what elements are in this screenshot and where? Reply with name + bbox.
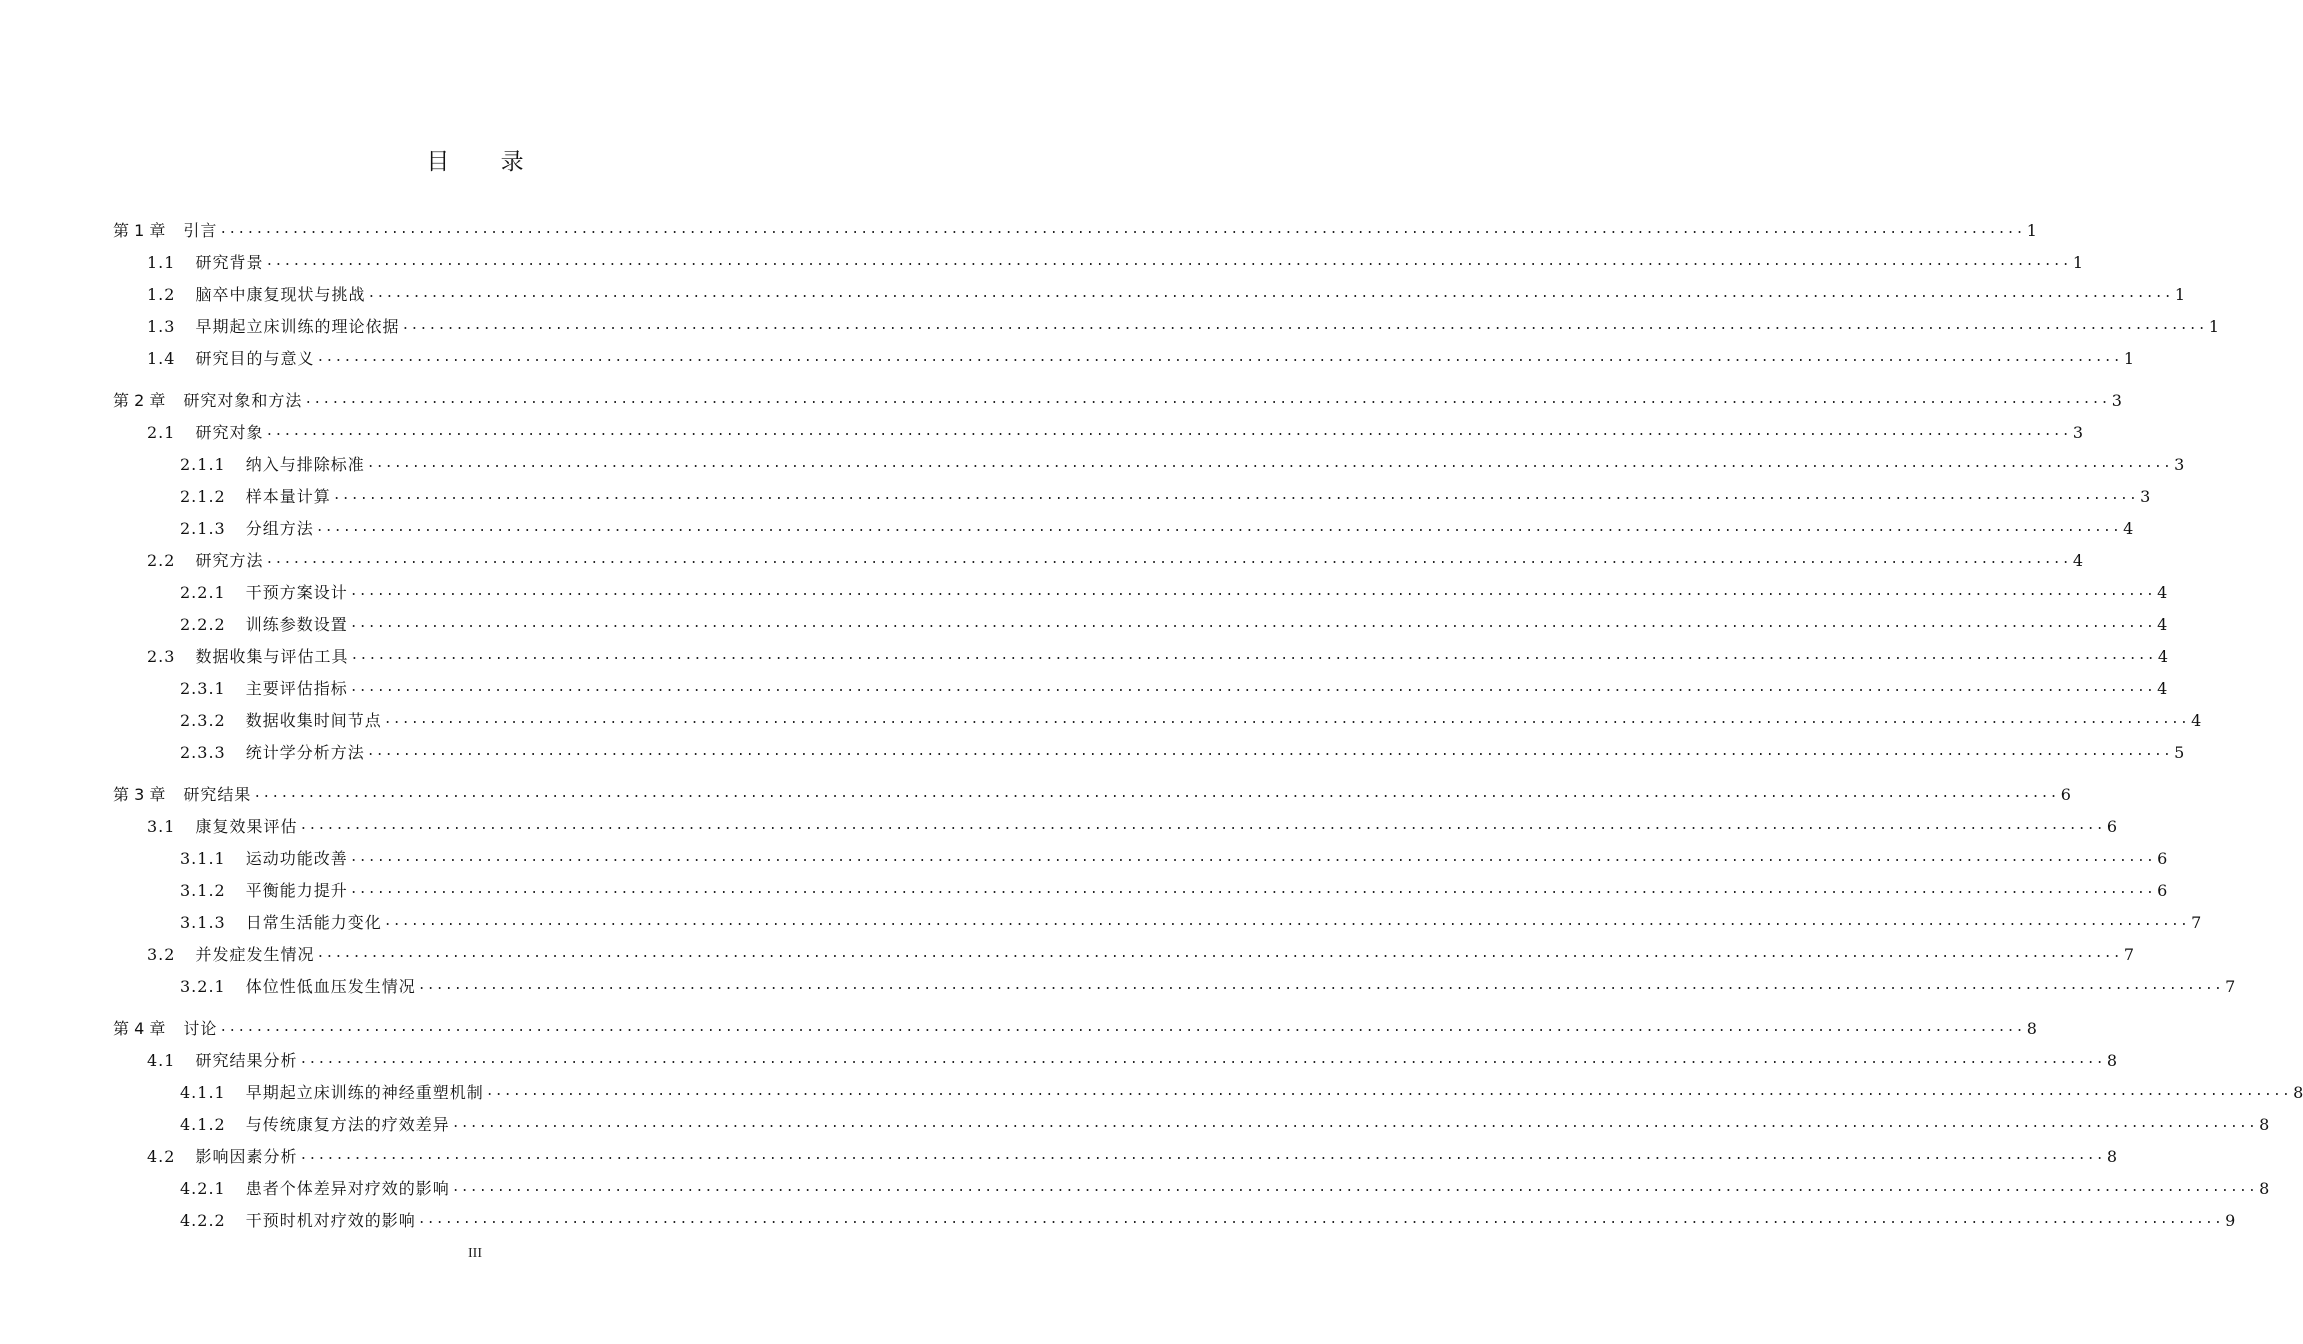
toc-entry-page: 5 — [2174, 743, 2185, 762]
toc-entry[interactable] — [180, 1073, 2303, 1103]
toc-entry-number: 2.3.3 — [180, 743, 226, 762]
toc-entry-title: 干预时机对疗效的影响 — [245, 1211, 416, 1230]
toc-entry-number: 4.2 — [147, 1147, 176, 1166]
toc-entry-page: 1 — [2123, 349, 2134, 368]
toc-entry[interactable] — [180, 509, 2134, 539]
toc-entry-title: 主要评估指标 — [245, 679, 348, 698]
toc-dot-leader: ........................................................................................................................................................................................................ — [417, 978, 2224, 993]
toc-dot-leader: ........................................................................................................................................................................................................ — [451, 1180, 2258, 1195]
toc-entry-title: 脑卒中康复现状与挑战 — [195, 285, 366, 304]
toc-entry-title: 研究对象 — [195, 423, 264, 442]
toc-dot-leader: ........................................................................................................................................................................................................ — [265, 424, 2071, 439]
toc-entry-number: 2.1.3 — [180, 519, 226, 538]
toc-entry-title: 运动功能改善 — [245, 849, 348, 868]
toc-dot-leader: ........................................................................................................................................................................................................ — [304, 392, 2110, 407]
toc-entry[interactable] — [180, 701, 2202, 731]
toc-entry[interactable] — [180, 903, 2202, 933]
toc-entry-title: 讨论 — [183, 1019, 218, 1038]
toc-entry-number: 4.2.1 — [180, 1179, 226, 1198]
toc-entry-number: 2.2.1 — [180, 583, 226, 602]
toc-entry-number: 第 1 章 — [113, 221, 166, 240]
toc-entry-number: 2.2 — [147, 551, 176, 570]
toc-dot-leader: ........................................................................................................................................................................................................ — [315, 520, 2122, 535]
toc-entry-page: 4 — [2157, 679, 2168, 698]
toc-dot-leader: ........................................................................................................................................................................................................ — [299, 818, 2105, 833]
toc-entry-title: 研究对象和方法 — [183, 391, 303, 410]
toc-entry-page: 1 — [2174, 285, 2185, 304]
toc-dot-leader: ........................................................................................................................................................................................................ — [219, 222, 2025, 237]
toc-entry-title: 研究背景 — [195, 253, 264, 272]
toc-entry-number: 1.2 — [147, 285, 176, 304]
toc-entry-number: 3.1.1 — [180, 849, 226, 868]
toc-entry[interactable] — [147, 637, 2168, 667]
toc-dot-leader: ........................................................................................................................................................................................................ — [299, 1148, 2105, 1163]
toc-entry-number: 第 2 章 — [113, 391, 166, 410]
toc-entry-title: 研究方法 — [195, 551, 264, 570]
toc-entry[interactable] — [147, 935, 2134, 965]
toc-entry[interactable] — [147, 413, 2083, 443]
toc-entry-number: 2.1 — [147, 423, 176, 442]
toc-dot-leader: ........................................................................................................................................................................................................ — [219, 1020, 2025, 1035]
toc-dot-leader: ........................................................................................................................................................................................................ — [265, 552, 2071, 567]
toc-dot-leader: ........................................................................................................................................................................................................ — [383, 914, 2190, 929]
toc-dot-leader: ........................................................................................................................................................................................................ — [366, 744, 2173, 759]
toc-entry-page: 6 — [2106, 817, 2117, 836]
toc-entry-page: 9 — [2225, 1211, 2236, 1230]
toc-entry[interactable] — [147, 1137, 2117, 1167]
toc-entry-page: 4 — [2123, 519, 2134, 538]
toc-entry-number: 4.1.1 — [180, 1083, 226, 1102]
toc-entry-number: 3.1.2 — [180, 881, 226, 900]
toc-entry[interactable] — [147, 339, 2134, 369]
toc-entry-title: 与传统康复方法的疗效差异 — [245, 1115, 450, 1134]
toc-entry-number: 第 3 章 — [113, 785, 166, 804]
toc-dot-leader: ........................................................................................................................................................................................................ — [332, 488, 2139, 503]
toc-entry-title: 研究结果 — [183, 785, 252, 804]
toc-entry-title: 早期起立床训练的神经重塑机制 — [245, 1083, 484, 1102]
toc-entry-number: 3.1.3 — [180, 913, 226, 932]
toc-entry-number: 1.1 — [147, 253, 176, 272]
toc-dot-leader: ........................................................................................................................................................................................................ — [349, 882, 2156, 897]
toc-entry-title: 并发症发生情况 — [195, 945, 315, 964]
toc-entry-page: 4 — [2157, 615, 2168, 634]
toc-entry[interactable] — [180, 871, 2168, 901]
toc-dot-leader: ........................................................................................................................................................................................................ — [349, 850, 2156, 865]
toc-entry[interactable] — [113, 211, 2037, 241]
toc-entry-page: 8 — [2259, 1115, 2270, 1134]
toc-dot-leader: ........................................................................................................................................................................................................ — [265, 254, 2071, 269]
toc-dot-leader: ........................................................................................................................................................................................................ — [349, 584, 2156, 599]
toc-entry-page: 3 — [2072, 423, 2083, 442]
toc-entry[interactable] — [180, 573, 2168, 603]
toc-entry-page: 1 — [2026, 221, 2037, 240]
toc-dot-leader: ........................................................................................................................................................................................................ — [350, 648, 2156, 663]
toc-entry-page: 6 — [2157, 881, 2168, 900]
toc-entry[interactable] — [180, 669, 2168, 699]
toc-entry-page: 8 — [2106, 1051, 2117, 1070]
toc-entry[interactable] — [147, 807, 2117, 837]
toc-dot-leader: ........................................................................................................................................................................................................ — [253, 786, 2059, 801]
toc-entry-page: 8 — [2106, 1147, 2117, 1166]
toc-entry-title: 研究结果分析 — [195, 1051, 298, 1070]
toc-entry-title: 研究目的与意义 — [195, 349, 315, 368]
toc-entry-title: 纳入与排除标准 — [245, 455, 365, 474]
toc-entry-title: 样本量计算 — [245, 487, 331, 506]
toc-entry[interactable] — [180, 967, 2236, 997]
toc-entry-title: 数据收集时间节点 — [245, 711, 382, 730]
toc-entry-title: 训练参数设置 — [245, 615, 348, 634]
toc-entry-page: 8 — [2259, 1179, 2270, 1198]
toc-entry-title: 体位性低血压发生情况 — [245, 977, 416, 996]
toc-dot-leader: ........................................................................................................................................................................................................ — [316, 350, 2122, 365]
toc-entry-number: 1.4 — [147, 349, 176, 368]
toc-entry[interactable] — [147, 541, 2083, 571]
toc-entry[interactable] — [113, 381, 2122, 411]
toc-dot-leader: ........................................................................................................................................................................................................ — [417, 1212, 2224, 1227]
toc-entry-title: 平衡能力提升 — [245, 881, 348, 900]
toc-entry-page: 7 — [2123, 945, 2134, 964]
toc-entry[interactable] — [147, 275, 2185, 305]
toc-dot-leader: ........................................................................................................................................................................................................ — [299, 1052, 2105, 1067]
toc-dot-leader: ........................................................................................................................................................................................................ — [366, 456, 2173, 471]
toc-entry-number: 第 4 章 — [113, 1019, 166, 1038]
toc-entry-page: 8 — [2293, 1083, 2303, 1102]
toc-entry-title: 分组方法 — [245, 519, 314, 538]
toc-dot-leader: ........................................................................................................................................................................................................ — [316, 946, 2122, 961]
toc-entry-title: 日常生活能力变化 — [245, 913, 382, 932]
toc-dot-leader: ........................................................................................................................................................................................................ — [367, 286, 2173, 301]
toc-dot-leader: ........................................................................................................................................................................................................ — [401, 318, 2207, 333]
toc-dot-leader: ........................................................................................................................................................................................................ — [383, 712, 2190, 727]
toc-entry-number: 4.2.2 — [180, 1211, 226, 1230]
toc-entry-title: 影响因素分析 — [195, 1147, 298, 1166]
page-title: 目 录 — [426, 149, 546, 175]
toc-entry-number: 4.1 — [147, 1051, 176, 1070]
toc-entry-page: 7 — [2225, 977, 2236, 996]
toc-entry-number: 2.1.1 — [180, 455, 226, 474]
toc-entry-number: 2.3 — [147, 647, 176, 666]
toc-dot-leader: ........................................................................................................................................................................................................ — [349, 616, 2156, 631]
toc-entry-number: 2.2.2 — [180, 615, 226, 634]
toc-entry[interactable] — [147, 307, 2219, 337]
toc-entry-page: 4 — [2157, 647, 2168, 666]
page-footer-number: III — [468, 1246, 482, 1261]
toc-entry-page: 7 — [2191, 913, 2202, 932]
toc-dot-leader: ........................................................................................................................................................................................................ — [349, 680, 2156, 695]
toc-entry[interactable] — [180, 477, 2151, 507]
toc-entry-page: 4 — [2191, 711, 2202, 730]
toc-entry-number: 3.2 — [147, 945, 176, 964]
toc-entry-number: 2.3.2 — [180, 711, 226, 730]
toc-entry[interactable] — [113, 1009, 2037, 1039]
toc-entry[interactable] — [147, 1041, 2117, 1071]
toc-entry[interactable] — [180, 445, 2185, 475]
toc-entry[interactable] — [180, 605, 2168, 635]
toc-entry-page: 6 — [2157, 849, 2168, 868]
toc-entry[interactable] — [147, 243, 2083, 273]
toc-entry-page: 8 — [2026, 1019, 2037, 1038]
toc-entry-page: 3 — [2111, 391, 2122, 410]
toc-entry-number: 3.1 — [147, 817, 176, 836]
toc-entry[interactable] — [180, 1169, 2270, 1199]
toc-entry-title: 康复效果评估 — [195, 817, 298, 836]
toc-entry-title: 早期起立床训练的理论依据 — [195, 317, 400, 336]
toc-entry-page: 6 — [2060, 785, 2071, 804]
toc-entry-number: 1.3 — [147, 317, 176, 336]
toc-entry-page: 3 — [2174, 455, 2185, 474]
toc-dot-leader: ........................................................................................................................................................................................................ — [451, 1116, 2258, 1131]
toc-dot-leader: ........................................................................................................................................................................................................ — [485, 1084, 2292, 1099]
toc-entry-title: 引言 — [183, 221, 218, 240]
toc-entry-number: 3.2.1 — [180, 977, 226, 996]
toc-entry-page: 1 — [2208, 317, 2219, 336]
toc-entry[interactable] — [180, 839, 2168, 869]
toc-entry-title: 干预方案设计 — [245, 583, 348, 602]
toc-entry-page: 4 — [2157, 583, 2168, 602]
toc-entry-page: 3 — [2140, 487, 2151, 506]
toc-entry[interactable] — [180, 733, 2185, 763]
toc-entry-page: 4 — [2072, 551, 2083, 570]
toc-entry-number: 2.3.1 — [180, 679, 226, 698]
toc-entry[interactable] — [180, 1105, 2270, 1135]
toc-entry-title: 患者个体差异对疗效的影响 — [245, 1179, 450, 1198]
toc-entry-number: 4.1.2 — [180, 1115, 226, 1134]
toc-entry-title: 数据收集与评估工具 — [195, 647, 349, 666]
toc-entry-page: 1 — [2072, 253, 2083, 272]
toc-entry-number: 2.1.2 — [180, 487, 226, 506]
toc-entry-title: 统计学分析方法 — [245, 743, 365, 762]
toc-entry[interactable] — [180, 1201, 2236, 1231]
toc-entry[interactable] — [113, 775, 2071, 805]
